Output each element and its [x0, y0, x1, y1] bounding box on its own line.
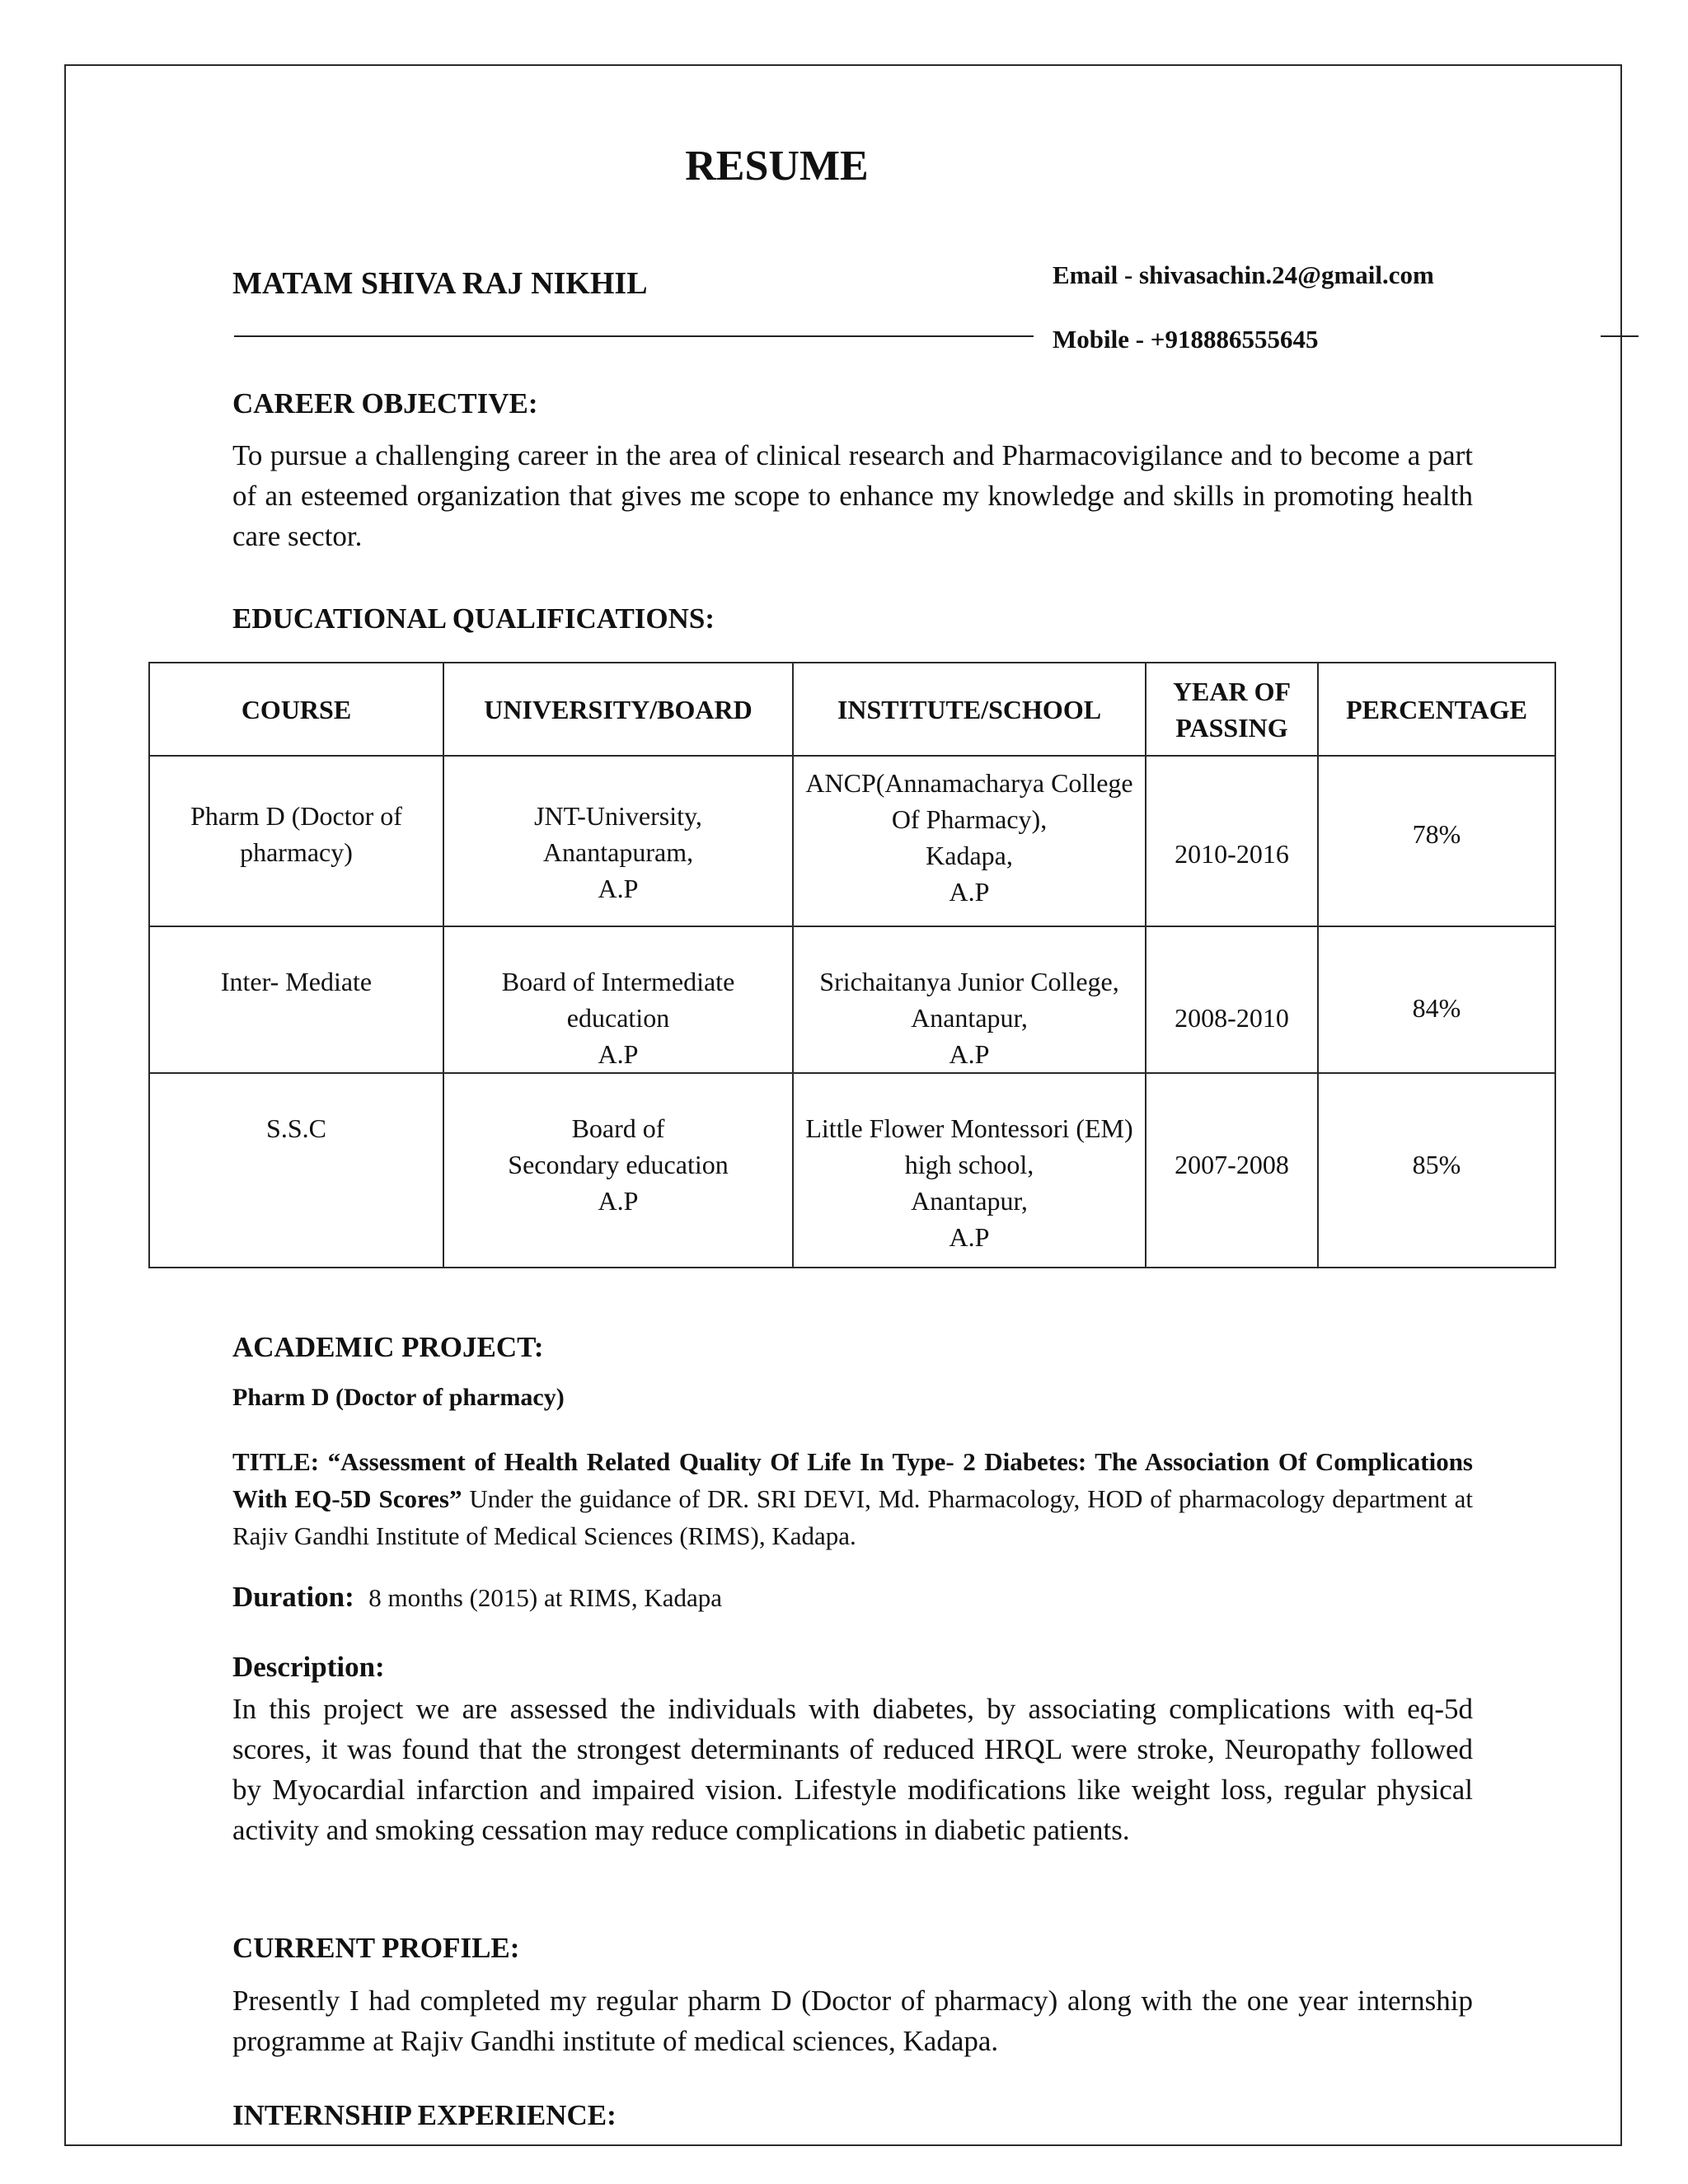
career-objective-text: To pursue a challenging career in the area of clinical research and Pharmacovigilance and to become a part of an esteemed organization that gives me scope to enhance my knowledge and skills in promoting health care sector.: [232, 439, 1473, 552]
candidate-name: MATAM SHIVA RAJ NIKHIL: [232, 266, 648, 301]
current-profile-heading: CURRENT PROFILE:: [232, 1932, 520, 1964]
current-profile-text: Presently I had completed my regular pharm D (Doctor of pharmacy) along with the one year internship programme at Rajiv Gandhi institute of medical sciences, Kadapa.: [232, 1985, 1473, 2057]
cell-institute: Srichaitanya Junior College, Anantapur, A.P: [793, 926, 1146, 1073]
cell-university: Board of Secondary education A.P: [443, 1073, 793, 1268]
header-percentage: PERCENTAGE: [1318, 663, 1555, 756]
header-course: COURSE: [149, 663, 443, 756]
duration-label: Duration:: [232, 1581, 354, 1613]
internship-heading: INTERNSHIP EXPERIENCE:: [232, 2099, 617, 2131]
header-year: YEAR OF PASSING: [1146, 663, 1318, 756]
cell-percentage: 84%: [1318, 926, 1555, 1073]
margin-tick: [1601, 335, 1639, 337]
name-underline: [234, 335, 1034, 337]
cell-institute: Little Flower Montessori (EM) high school, Anantapur, A.P: [793, 1073, 1146, 1268]
education-header-row: [149, 663, 1555, 756]
career-objective-heading: CAREER OBJECTIVE:: [232, 387, 538, 419]
project-duration: [232, 1581, 722, 1614]
cell-percentage: 85%: [1318, 1073, 1555, 1268]
cell-course: Inter- Mediate: [149, 926, 443, 1073]
email-contact: Email - shivasachin.24@gmail.com: [1053, 260, 1434, 289]
table-row: [149, 1073, 1555, 1268]
project-description: In this project we are assessed the individuals with diabetes, by associating complications with eq-5d scores, it was found that the strongest determinants of reduced HRQL were stroke, Neuropathy followed by Myocardial infarction and impaired vision. Lifestyle modifications like weight loss, regular physical activity and smoking cessation may reduce complications in diabetic patients.: [232, 1693, 1473, 1846]
header-university: UNIVERSITY/BOARD: [443, 663, 793, 756]
resume-title: RESUME: [685, 143, 869, 190]
cell-year: 2010-2016: [1146, 756, 1318, 926]
academic-project-heading: ACADEMIC PROJECT:: [232, 1331, 544, 1363]
education-table: [148, 662, 1556, 1268]
cell-course: Pharm D (Doctor of pharmacy): [149, 756, 443, 926]
project-title-bold: TITLE: “Assessment of Health Related Quality Of Life In Type- 2 Diabetes: The Association Of Complications With EQ-5D Scores”: [232, 1447, 1473, 1513]
table-row: [149, 756, 1555, 926]
duration-value: 8 months (2015) at RIMS, Kadapa: [368, 1583, 723, 1612]
mobile-contact: Mobile - +918886555645: [1053, 325, 1319, 354]
header-institute: INSTITUTE/SCHOOL: [793, 663, 1146, 756]
description-heading: Description:: [232, 1651, 385, 1683]
cell-year: 2007-2008: [1146, 1073, 1318, 1268]
cell-course: S.S.C: [149, 1073, 443, 1268]
table-row: [149, 926, 1555, 1073]
cell-percentage: 78%: [1318, 756, 1555, 926]
education-heading: EDUCATIONAL QUALIFICATIONS:: [232, 602, 715, 635]
cell-year: 2008-2010: [1146, 926, 1318, 1073]
project-title-rest: Under the guidance of DR. SRI DEVI, Md. Pharmacology, HOD of pharmacology department at Rajiv Gandhi Institute of Medical Sciences (RIMS), Kadapa.: [232, 1484, 1473, 1550]
project-course: Pharm D (Doctor of pharmacy): [232, 1384, 565, 1411]
cell-university: JNT-University, Anantapuram, A.P: [443, 756, 793, 926]
cell-university: Board of Intermediate education A.P: [443, 926, 793, 1073]
cell-institute: ANCP(Annamacharya College Of Pharmacy), Kadapa, A.P: [793, 756, 1146, 926]
project-title: [232, 1443, 1473, 1554]
